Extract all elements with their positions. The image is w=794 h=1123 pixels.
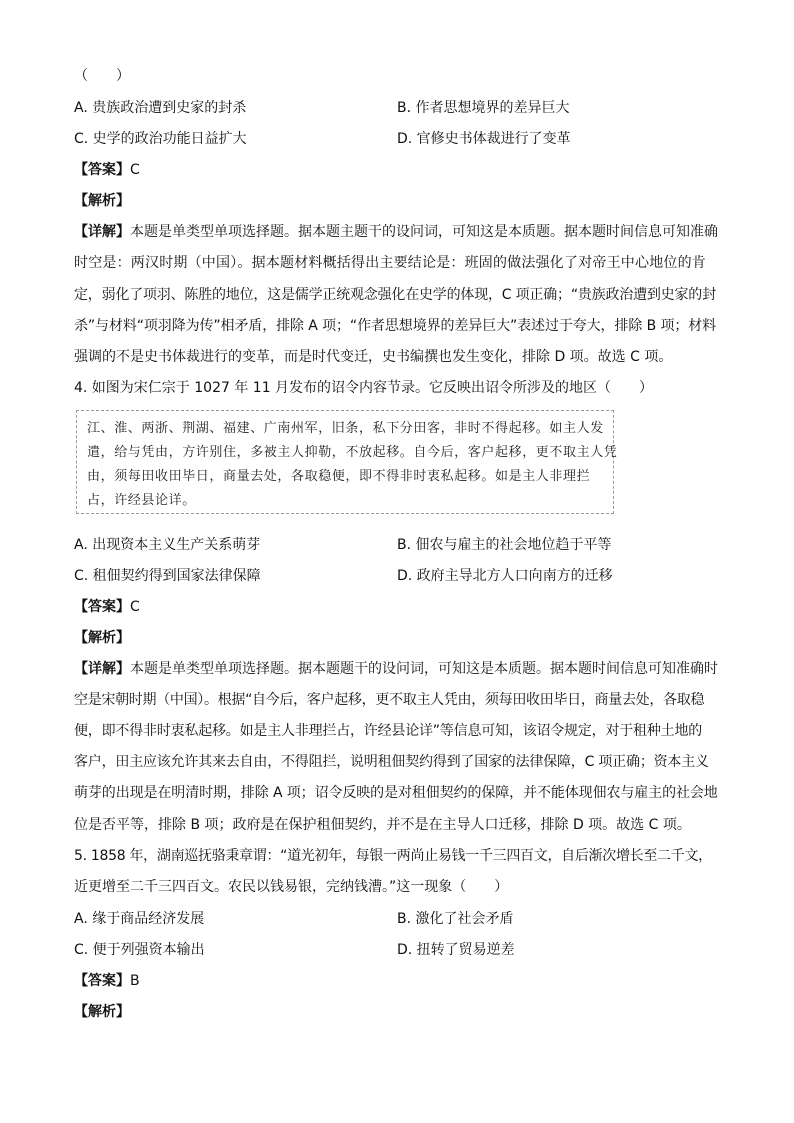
q3-option-c: C. 史学的政治功能日益扩大 xyxy=(74,131,247,147)
q5-analysis-tag: 【解析】 xyxy=(74,1004,130,1020)
q4-option-c: C. 租佃契约得到国家法律保障 xyxy=(74,568,261,584)
q4-detail-tag: 【详解】 xyxy=(74,661,130,677)
q4-detail-line-5: 萌芽的出现是在明清时期，排除 A 项；诏令反映的是对租佃契约的保障，并不能体现佃农与雇主的社会地 xyxy=(74,785,718,801)
q4-analysis-tag: 【解析】 xyxy=(74,630,130,646)
q3-detail-text-1: 本题是单类型单项选择题。据本题主题干的设问词，可知这是本质题。据本题时间信息可知准确 xyxy=(130,224,718,240)
q4-detail-line-3: 便，即不得非时衷私起移。如是主人非理拦占，许经县论详”等信息可知，该诏令规定，对于租种土地的 xyxy=(74,723,703,739)
q3-detail-tag: 【详解】 xyxy=(74,224,130,240)
q4-quote-box xyxy=(76,410,618,514)
q3-option-b: B. 作者思想境界的差异巨大 xyxy=(397,100,570,116)
q3-detail-line-5: 强调的不是史书体裁进行的变革，而是时代变迁，史书编撰也发生变化，排除 D 项。故选 C 项。 xyxy=(74,349,673,365)
q5-option-c: C. 便于列强资本输出 xyxy=(74,942,205,958)
q3-answer-tag: 【答案】 xyxy=(74,162,130,178)
q4-answer xyxy=(74,597,140,617)
q3-stem-end: （ ） xyxy=(74,68,130,84)
q5-answer xyxy=(74,971,140,991)
q5-option-d: D. 扭转了贸易逆差 xyxy=(397,942,515,958)
q4-detail-line-4: 客户，田主应该允许其来去自由，不得阻拦，说明租佃契约得到了国家的法律保障，C 项正确；资本主义 xyxy=(74,754,709,770)
q4-quote-line-3: 由，须每田收田毕日，商量去处，各取稳便，即不得非时衷私起移。如是主人非理拦 xyxy=(87,469,591,484)
q4-option-d: D. 政府主导北方人口向南方的迁移 xyxy=(397,568,613,584)
q3-detail-line-4: 杀”与材料“项羽降为传”相矛盾，排除 A 项；“作者思想境界的差异巨大”表述过于夸大，排除 B 项；材料 xyxy=(74,318,717,334)
q3-analysis-tag: 【解析】 xyxy=(74,193,130,209)
q5-stem-line-2: 近更增至二千三四百文。农民以钱易银，完纳钱漕。”这一现象（ ） xyxy=(74,879,509,895)
q5-option-a: A. 缘于商品经济发展 xyxy=(74,911,205,927)
q4-quote-line-4: 占，许经县论详。 xyxy=(87,493,196,508)
q4-answer-value: C xyxy=(130,599,140,615)
q3-option-a: A. 贵族政治遭到史家的封杀 xyxy=(74,100,247,116)
q4-answer-tag: 【答案】 xyxy=(74,599,130,615)
q3-detail-line-1 xyxy=(74,222,718,242)
q4-detail-text-1: 本题是单类型单项选择题。据本题题干的设问词，可知这是本质题。据本题时间信息可知准确时 xyxy=(130,661,718,677)
q3-option-d: D. 官修史书体裁进行了变革 xyxy=(397,131,571,147)
q5-answer-tag: 【答案】 xyxy=(74,973,130,989)
q4-option-a: A. 出现资本主义生产关系萌芽 xyxy=(74,537,261,553)
q5-option-b: B. 激化了社会矛盾 xyxy=(397,911,514,927)
q4-stem: 4. 如图为宋仁宗于 1027 年 11 月发布的诏令内容节录。它反映出诏令所涉及的地区（ ） xyxy=(74,380,654,396)
q5-stem-line-1: 5. 1858 年，湖南巡抚骆秉章谓：“道光初年，每银一两尚止易钱一千三四百文，自后渐次增长至二千文， xyxy=(74,848,712,864)
q4-detail-line-2: 空是宋朝时期（中国）。根据“自今后，客户起移，更不取主人凭由，须每田收田毕日，商量去处，各取稳 xyxy=(74,692,705,708)
q5-answer-value: B xyxy=(130,973,140,989)
q4-detail-line-1 xyxy=(74,659,718,679)
q3-detail-line-3: 定，弱化了项羽、陈胜的地位，这是儒学正统观念强化在史学的体现，C 项正确；“贵族政治遭到史家的封 xyxy=(74,287,716,303)
q3-detail-line-2: 时空是：两汉时期（中国）。据本题材料概括得出主要结论是：班固的做法强化了对帝王中心地位的肯 xyxy=(74,255,706,271)
q4-quote-line-1: 江、淮、两浙、荆湖、福建、广南州军，旧条，私下分田客，非时不得起移。如主人发 xyxy=(87,421,604,436)
q3-answer xyxy=(74,160,140,180)
q4-option-b: B. 佃农与雇主的社会地位趋于平等 xyxy=(397,537,612,553)
q4-quote-line-2: 遣，给与凭由，方许别住，多被主人抑勒，不放起移。自今后，客户起移，更不取主人凭 xyxy=(87,445,618,460)
q3-answer-value: C xyxy=(130,162,140,178)
q4-detail-line-6: 位是否平等，排除 B 项；政府是在保护租佃契约，并不是在主导人口迁移，排除 D 项。故选 C 项。 xyxy=(74,817,691,833)
